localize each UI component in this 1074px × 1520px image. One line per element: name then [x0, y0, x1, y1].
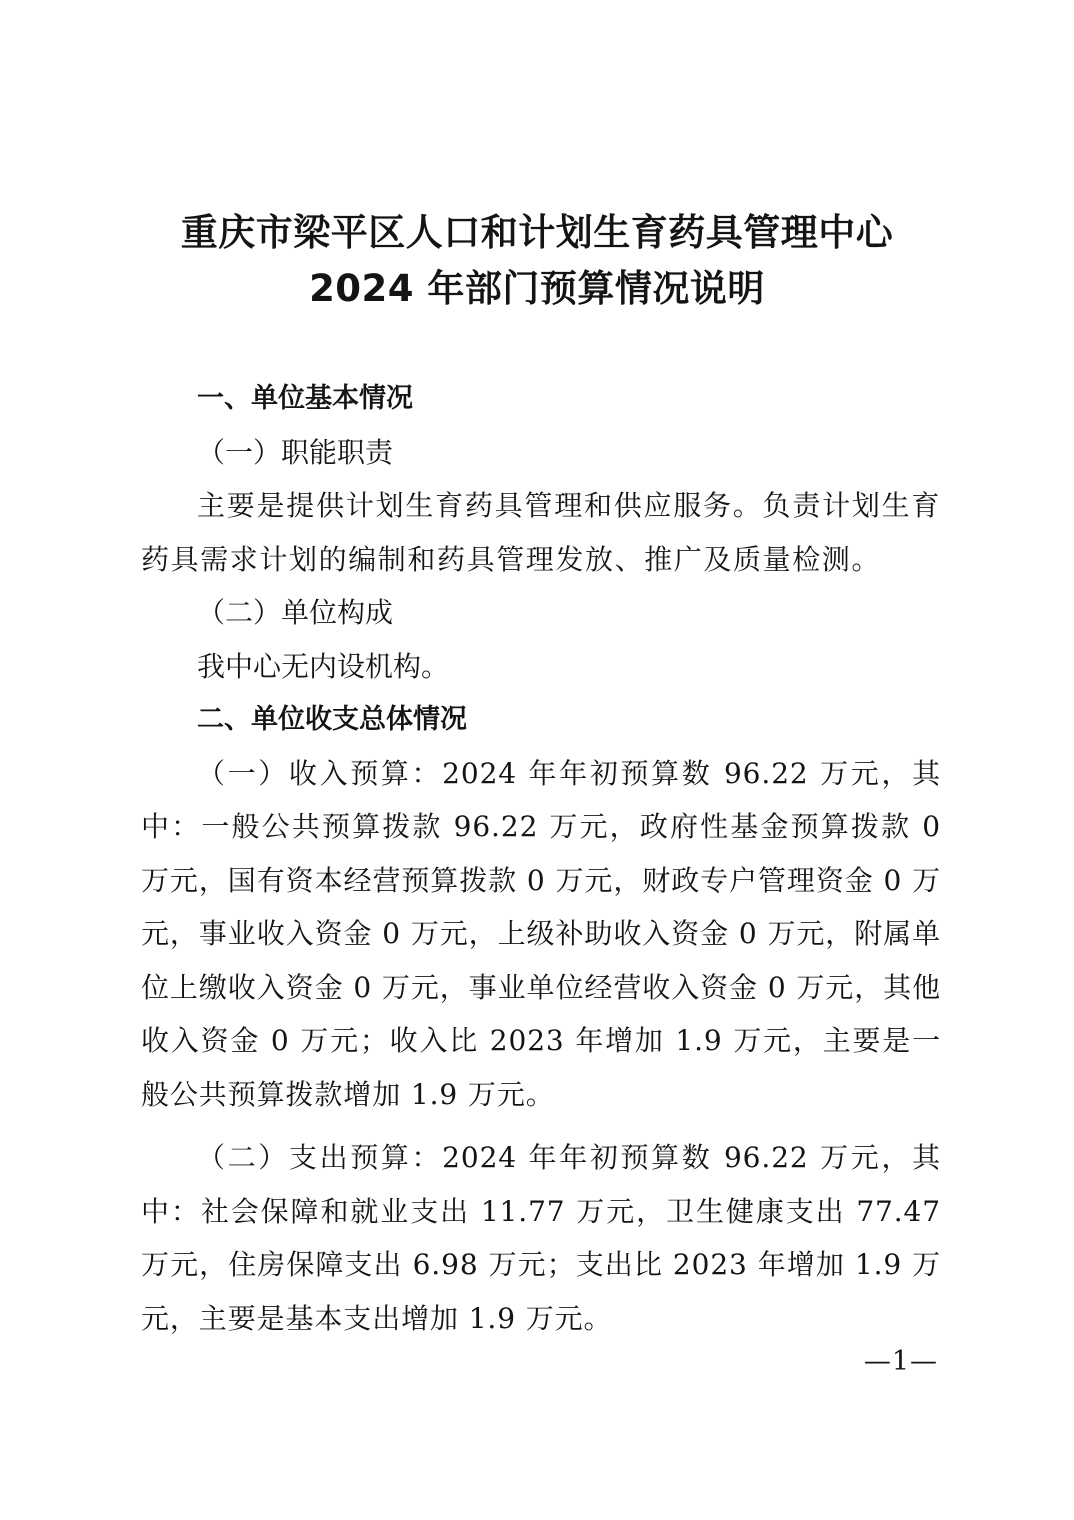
section-heading-budget-overview: 二、单位收支总体情况	[197, 704, 467, 735]
page-number: —1—	[863, 1346, 938, 1377]
subheading-functions: （一）职能职责	[197, 435, 394, 469]
section-heading-basic-info: 一、单位基本情况	[197, 383, 413, 414]
subheading-structure: （二）单位构成	[197, 596, 394, 629]
document-title-line-1: 重庆市梁平区人口和计划生育药具管理中心	[180, 211, 894, 254]
paragraph-expense-budget: （二）支出预算：2024 年年初预算数 96.22 万元，其中：社会保障和就业支出 11.77 万元，卫生健康支出 77.47 万元，住房保障支出 6.98 万元；支出比 2023 年增加 1.9 万元，主要是基本支出增加 1.9 万元。	[141, 1141, 941, 1335]
paragraph-functions: 主要是提供计划生育药具管理和供应服务。负责计划生育药具需求计划的编制和药具管理发放、推广及质量检测。	[141, 489, 941, 576]
document-body	[141, 372, 941, 1345]
paragraph-gap	[141, 1121, 941, 1131]
paragraph-income-budget: （一）收入预算：2024 年年初预算数 96.22 万元，其中：一般公共预算拨款 96.22 万元，政府性基金预算拨款 0 万元，国有资本经营预算拨款 0 万元，财政专户管理资金 0 万元，事业收入资金 0 万元，上级补助收入资金 0 万元，附属单位上缴收入资金 0 万元，事业单位经营收入资金 0 万元，其他收入资金 0 万元；收入比 2023 年增加 1.9 万元，主要是一般公共预算拨款增加 1.9 万元。	[141, 756, 941, 1111]
paragraph-structure: 我中心无内设机构。	[197, 649, 450, 683]
document-title-line-2: 2024 年部门预算情况说明	[309, 267, 765, 310]
